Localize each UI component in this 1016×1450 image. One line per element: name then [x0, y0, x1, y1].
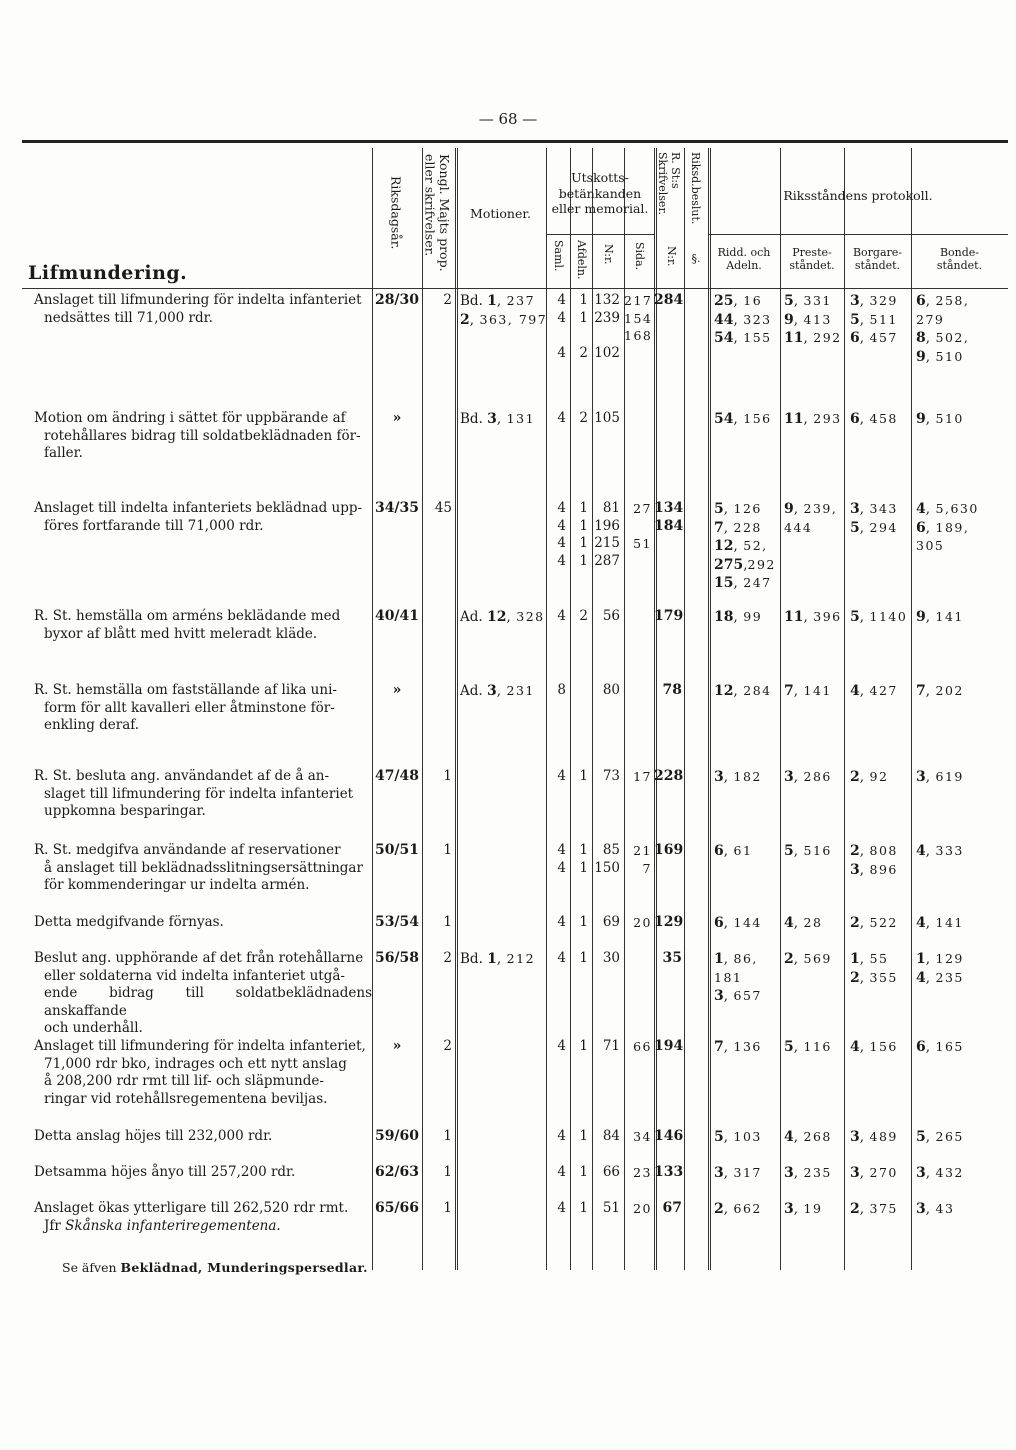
- cell-nr: 56: [602, 608, 620, 624]
- cell-year: 28/30: [374, 292, 420, 308]
- cell-sida: 27 51: [633, 501, 652, 551]
- cell-preste: 5, 516: [784, 843, 832, 859]
- cell-mot: Bd. 1, 212: [460, 951, 536, 967]
- cell-borgare: 2, 808 3, 896: [850, 843, 898, 878]
- header-paragraph: §.: [691, 252, 701, 265]
- cell-ridd: 12, 284: [714, 683, 772, 699]
- cell-bonde: 9, 510: [916, 411, 964, 427]
- cell-rst: 169: [654, 842, 684, 858]
- header-preste: Preste- ståndet.: [789, 246, 835, 273]
- header-saml: Saml.: [552, 240, 566, 272]
- cell-year: 40/41: [374, 608, 420, 624]
- header-afdeln: Afdeln.: [575, 240, 589, 280]
- cell-afdeln: [570, 682, 588, 700]
- cell-borgare: 3, 329 5, 511 6, 457: [850, 293, 898, 346]
- cell-ridd: 1, 86, 181 3, 657: [714, 951, 762, 1004]
- cell-mot: [460, 1128, 546, 1146]
- cell-borgare: 2, 92: [850, 769, 889, 785]
- header-riksdagsar: Riksdagsår.: [388, 176, 404, 250]
- cell-borgare: 3, 489: [850, 1129, 898, 1145]
- cell-mot: [460, 1038, 546, 1056]
- row-description: Detta medgifvande förnyas.: [34, 914, 224, 930]
- cell-sida: [624, 608, 652, 626]
- page-number: — 68 —: [478, 110, 538, 128]
- header-borgare: Borgare- ståndet.: [852, 246, 903, 273]
- cell-prop: 2: [443, 950, 452, 966]
- cell-rst: 146: [654, 1128, 684, 1144]
- cell-prop: 45: [434, 500, 452, 516]
- cell-rst: 129: [654, 914, 684, 930]
- cell-saml: 4 4: [557, 842, 566, 876]
- cell-bonde: 1, 129 4, 235: [916, 951, 964, 986]
- cell-prop: 1: [443, 1200, 452, 1216]
- cell-prop: 2: [443, 1038, 452, 1054]
- cell-preste: 11, 396: [784, 609, 842, 625]
- cell-afdeln: 1 1: [579, 842, 588, 876]
- cell-preste: 3, 19: [784, 1201, 823, 1217]
- cell-preste: 4, 28: [784, 915, 823, 931]
- cell-sida: 21 7: [633, 843, 652, 876]
- header-riksd-beslut: Riksd.beslut.: [689, 152, 703, 225]
- cell-rst: 284: [654, 292, 684, 308]
- cell-preste: 11, 293: [784, 411, 842, 427]
- cell-preste: 3, 286: [784, 769, 832, 785]
- row-description: R. St. hemställa om fastställande af lika uni- form för allt kavalleri eller åtminstone för- enkling deraf.: [34, 682, 337, 733]
- cell-rst: 194: [654, 1038, 684, 1054]
- cell-nr: 80: [602, 682, 620, 698]
- cell-borgare: 3, 270: [850, 1165, 898, 1181]
- row-description: R. St. medgifva användande af reservationer å anslaget till beklädnadsslitningsersättningar för kommenderingar ur indelta armén.: [34, 842, 363, 893]
- cell-ridd: 5, 126 7, 228 12, 52, 275,292 15, 247: [714, 501, 776, 591]
- section-title: Lifmundering.: [28, 262, 188, 284]
- cell-mot: [460, 842, 546, 860]
- cell-bonde: 6, 258, 279 8, 502, 9, 510: [916, 293, 970, 365]
- cell-sida: [624, 410, 652, 428]
- cell-sida: 17: [633, 769, 652, 784]
- cell-sida: 20: [633, 915, 652, 930]
- cell-nr: 85 150: [594, 842, 620, 876]
- cell-saml: 4: [557, 410, 566, 426]
- cell-prop: 2: [443, 292, 452, 308]
- cell-prop: 1: [443, 1164, 452, 1180]
- cell-prop: [422, 608, 452, 626]
- cell-bonde: 4, 333: [916, 843, 964, 859]
- cell-saml: 4 4 4: [557, 292, 566, 361]
- cell-sida: 66: [633, 1039, 652, 1054]
- cell-afdeln: 1 1 2: [579, 292, 588, 361]
- cell-borgare: 6, 458: [850, 411, 898, 427]
- cell-rst: 228: [654, 768, 684, 784]
- cell-saml: 4 4 4 4: [557, 500, 566, 569]
- cell-ridd: 5, 103: [714, 1129, 762, 1145]
- cell-bonde: 3, 432: [916, 1165, 964, 1181]
- cell-year: 47/48: [374, 768, 420, 784]
- cell-nr: 69: [602, 914, 620, 930]
- cell-sida: [624, 950, 652, 968]
- cell-bonde: 4, 141: [916, 915, 964, 931]
- cell-ridd: 18, 99: [714, 609, 763, 625]
- cell-rst: 134 184: [654, 500, 684, 534]
- cell-mot: Ad. 3, 231: [460, 683, 535, 699]
- cell-year: 56/58: [374, 950, 420, 966]
- cell-borgare: 5, 1140: [850, 609, 908, 625]
- cell-borgare: 2, 522: [850, 915, 898, 931]
- register-table: [22, 148, 1008, 1275]
- cell-year: 34/35: [374, 500, 420, 516]
- row-description: Motion om ändring i sättet för uppbärande af rotehållares bidrag till soldatbeklädnaden för- faller.: [34, 410, 361, 461]
- header-sida: Sida.: [633, 242, 647, 271]
- cell-sida: [624, 682, 652, 700]
- cell-preste: 5, 331 9, 413 11, 292: [784, 293, 842, 346]
- row-description: Anslaget till indelta infanteriets beklädnad upp- föres fortfarande till 71,000 rdr.: [34, 500, 363, 534]
- row-description: R. St. besluta ang. användandet af de å an- slaget till lifmundering för indelta infanteriet uppkomna besparingar.: [34, 768, 354, 819]
- cell-prop: 1: [443, 842, 452, 858]
- cell-bonde: 3, 619: [916, 769, 964, 785]
- header-ridd: Ridd. och Adeln.: [717, 246, 771, 273]
- cell-saml: 4: [557, 608, 566, 624]
- cell-borgare: 3, 343 5, 294: [850, 501, 898, 536]
- cell-afdeln: 1: [579, 1128, 588, 1144]
- cell-sida: 217 154 168: [624, 293, 653, 343]
- cell-preste: 2, 569: [784, 951, 832, 967]
- cell-afdeln: 1: [579, 914, 588, 930]
- row-description: Detsamma höjes ånyo till 257,200 rdr.: [34, 1164, 296, 1180]
- cell-afdeln: 2: [579, 608, 588, 624]
- cell-afdeln: 1: [579, 1038, 588, 1054]
- cell-borgare: 4, 156: [850, 1039, 898, 1055]
- cell-ridd: 2, 662: [714, 1201, 762, 1217]
- cell-year: 59/60: [374, 1128, 420, 1144]
- cell-ridd: 3, 317: [714, 1165, 762, 1181]
- cell-nr: 81 196 215 287: [594, 500, 620, 569]
- cell-saml: 4: [557, 1128, 566, 1144]
- cell-nr: 132 239 102: [594, 292, 620, 361]
- cell-mot: [460, 914, 546, 932]
- cell-afdeln: 1 1 1 1: [579, 500, 588, 569]
- cell-prop: 1: [443, 768, 452, 784]
- cell-mot: [460, 768, 546, 786]
- row-description: Beslut ang. upphörande af det från rotehållarne eller soldaterna vid indelta infanteriet utgå- ende bidrag till soldatbeklädnadens anskaffande och underhåll.: [34, 950, 372, 1036]
- cell-year: 65/66: [374, 1200, 420, 1216]
- header-motioner: Motioner.: [470, 206, 531, 221]
- cell-preste: 9, 239, 444: [784, 501, 838, 535]
- cell-borgare: 1, 55 2, 355: [850, 951, 898, 986]
- cell-year: »: [392, 1038, 402, 1054]
- cell-mot: Bd. 3, 131: [460, 411, 536, 427]
- cell-saml: 4: [557, 1038, 566, 1054]
- header-bonde: Bonde- ståndet.: [936, 246, 983, 273]
- see-also-prefix: Se äfven: [62, 1260, 117, 1275]
- cell-preste: 7, 141: [784, 683, 832, 699]
- row-description: Detta anslag höjes till 232,000 rdr.: [34, 1128, 273, 1144]
- cell-year: 62/63: [374, 1164, 420, 1180]
- cell-mot: [460, 1164, 546, 1182]
- cell-rst: 67: [662, 1200, 682, 1216]
- cell-afdeln: 1: [579, 1200, 588, 1216]
- cell-borgare: 2, 375: [850, 1201, 898, 1217]
- row-description: R. St. hemställa om arméns beklädande med byxor af blått med hvitt meleradt kläde.: [34, 608, 341, 642]
- cell-year: 50/51: [374, 842, 420, 858]
- cell-mot: [460, 500, 546, 518]
- cell-nr: 66: [602, 1164, 620, 1180]
- header-rst-nr: N:r.: [665, 246, 679, 267]
- cell-borgare: 4, 427: [850, 683, 898, 699]
- cell-nr: 30: [602, 950, 620, 966]
- header-rst-skrifvelser: R. St:s Skrifvelser.: [655, 152, 682, 215]
- cell-saml: 4: [557, 914, 566, 930]
- row-description: Anslaget ökas ytterligare till 262,520 rdr rmt. Jfr Skånska infanteriregementena.: [34, 1200, 349, 1234]
- cell-nr: 84: [602, 1128, 620, 1144]
- cell-saml: 4: [557, 1164, 566, 1180]
- cell-afdeln: 1: [579, 768, 588, 784]
- cell-rst: 133: [654, 1164, 684, 1180]
- cell-saml: 4: [557, 950, 566, 966]
- cell-mot: [460, 1200, 546, 1218]
- cell-nr: 51: [602, 1200, 620, 1216]
- cell-ridd: 54, 156: [714, 411, 772, 427]
- top-rule: [22, 140, 1008, 143]
- cell-bonde: 3, 43: [916, 1201, 955, 1217]
- cell-ridd: 3, 182: [714, 769, 762, 785]
- cell-bonde: 7, 202: [916, 683, 964, 699]
- cell-bonde: 4, 5,630 6, 189, 305: [916, 501, 979, 553]
- cell-rst: 179: [654, 608, 684, 624]
- cell-mot: Ad. 12, 328: [460, 609, 545, 625]
- header-protokoll: Riksståndens protokoll.: [783, 188, 933, 203]
- cell-saml: 4: [557, 768, 566, 784]
- cell-preste: 3, 235: [784, 1165, 832, 1181]
- cell-bonde: 6, 165: [916, 1039, 964, 1055]
- cell-preste: 5, 116: [784, 1039, 832, 1055]
- cell-year: 53/54: [374, 914, 420, 930]
- cell-bonde: 9, 141: [916, 609, 964, 625]
- cell-sida: 23: [633, 1165, 652, 1180]
- cell-nr: 71: [602, 1038, 620, 1054]
- cell-afdeln: 1: [579, 950, 588, 966]
- row-description: Anslaget till lifmundering för indelta infanteriet nedsättes till 71,000 rdr.: [34, 292, 362, 326]
- cell-nr: 73: [602, 768, 620, 784]
- cell-preste: 4, 268: [784, 1129, 832, 1145]
- cell-saml: 4: [557, 1200, 566, 1216]
- row-description: Anslaget till lifmundering för indelta infanteriet, 71,000 rdr bko, indrages och ett nytt anslag å 208,200 rdr rmt till lif- och släpmunde- ringar vid rotehållsregementena beviljas.: [34, 1038, 366, 1107]
- cell-ridd: 25, 16 44, 323 54, 155: [714, 293, 772, 346]
- see-also-refs: Beklädnad, Munderingspersedlar.: [120, 1260, 368, 1275]
- cell-prop: [422, 682, 452, 700]
- cell-sida: 34: [633, 1129, 652, 1144]
- cell-bonde: 5, 265: [916, 1129, 964, 1145]
- header-utskotts: Utskotts- betänkanden eller memorial.: [551, 170, 649, 217]
- cell-sida: 20: [633, 1201, 652, 1216]
- cell-rst: 35: [662, 950, 682, 966]
- cell-prop: 1: [443, 914, 452, 930]
- cell-nr: 105: [594, 410, 620, 426]
- cell-rst: [654, 410, 682, 428]
- cell-ridd: 7, 136: [714, 1039, 762, 1055]
- cell-afdeln: 2: [579, 410, 588, 426]
- cell-afdeln: 1: [579, 1164, 588, 1180]
- cell-saml: 8: [557, 682, 566, 698]
- cell-ridd: 6, 61: [714, 843, 753, 859]
- cell-mot: Bd. 1, 237 2, 363, 797: [460, 293, 548, 328]
- cell-prop: [422, 410, 452, 428]
- see-also: [62, 1260, 368, 1275]
- cell-year: »: [392, 410, 402, 426]
- cell-rst: 78: [662, 682, 682, 698]
- cell-prop: 1: [443, 1128, 452, 1144]
- cell-year: »: [392, 682, 402, 698]
- header-kongl-prop: Kongl. Majts prop. eller skrifvelser.: [422, 154, 452, 272]
- cell-ridd: 6, 144: [714, 915, 762, 931]
- header-nr: N:r.: [602, 244, 616, 265]
